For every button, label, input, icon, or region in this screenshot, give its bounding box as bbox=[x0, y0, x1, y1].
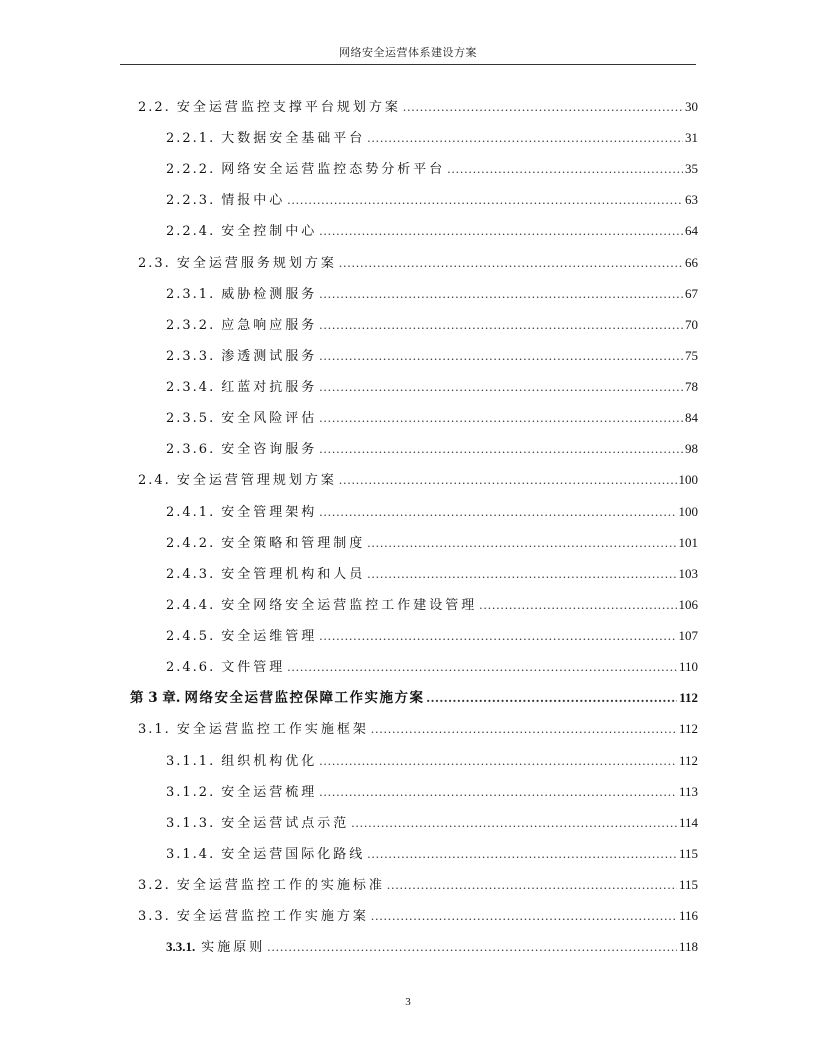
toc-entry[interactable] bbox=[166, 190, 698, 210]
toc-entry[interactable] bbox=[166, 128, 698, 148]
toc-entry-number: 2.4.2. bbox=[166, 536, 216, 551]
toc-entry-number: 2.3.2. bbox=[166, 318, 216, 333]
toc-entry[interactable] bbox=[166, 284, 698, 304]
toc-leader-dots bbox=[351, 813, 677, 833]
toc-entry-page: 70 bbox=[685, 317, 698, 332]
toc-leader-dots bbox=[479, 595, 676, 615]
toc-entry-page: 112 bbox=[678, 721, 698, 736]
toc-leader-dots bbox=[319, 626, 676, 646]
toc-leader-dots bbox=[339, 253, 683, 273]
toc-entry-title: 情报中心 bbox=[221, 193, 286, 208]
toc-entry-title: 安全咨询服务 bbox=[221, 442, 318, 457]
toc-entry-page: 107 bbox=[678, 628, 698, 643]
toc-entry-page: 100 bbox=[678, 472, 698, 487]
toc-entry-title: 安全运营监控工作实施方案 bbox=[176, 909, 369, 924]
toc-leader-dots bbox=[319, 315, 683, 335]
toc-entry-title: 安全管理机构和人员 bbox=[221, 567, 366, 582]
toc-entry-page: 84 bbox=[685, 410, 698, 425]
toc-entry-title: 安全策略和管理制度 bbox=[221, 536, 366, 551]
toc-leader-dots bbox=[371, 906, 677, 926]
page-number: 3 bbox=[405, 996, 411, 1008]
toc-entry-page: 110 bbox=[678, 659, 698, 674]
toc-leader-dots bbox=[287, 190, 683, 210]
toc-entry-page: 115 bbox=[678, 846, 698, 861]
toc-entry-title: 网络安全运营监控态势分析平台 bbox=[221, 162, 446, 177]
toc-leader-dots bbox=[447, 159, 683, 179]
toc-entry-title: 组织机构优化 bbox=[221, 754, 318, 769]
toc-entry-number: 2.4. bbox=[138, 473, 171, 488]
toc-entry[interactable] bbox=[138, 97, 698, 117]
toc-leader-dots bbox=[319, 502, 676, 522]
toc-entry-number: 2.4.1. bbox=[166, 505, 216, 520]
toc-entry-page: 30 bbox=[685, 99, 698, 114]
toc-entry-number: 3.1.2. bbox=[166, 785, 216, 800]
toc-entry-page: 100 bbox=[678, 504, 698, 519]
toc-entry[interactable] bbox=[166, 315, 698, 335]
toc-entry-page: 118 bbox=[678, 939, 698, 954]
toc-entry-page: 112 bbox=[679, 690, 698, 705]
toc-leader-dots bbox=[371, 719, 677, 739]
toc-entry[interactable] bbox=[166, 595, 698, 615]
toc-entry-number: 3.1.1. bbox=[166, 754, 216, 769]
toc-entry-title: 安全运维管理 bbox=[221, 629, 318, 644]
toc-entry-title: 安全风险评估 bbox=[221, 411, 318, 426]
toc-entry-number: 2.3.4. bbox=[166, 380, 216, 395]
toc-entry-page: 66 bbox=[685, 255, 698, 270]
toc-entry-title: 红蓝对抗服务 bbox=[221, 380, 318, 395]
toc-entry[interactable] bbox=[166, 502, 698, 522]
toc-leader-dots bbox=[367, 564, 676, 584]
toc-entry-number: 第 3 章. bbox=[130, 690, 181, 706]
toc-entry-title: 安全运营试点示范 bbox=[221, 816, 350, 831]
toc-entry-number: 2.4.4. bbox=[166, 598, 216, 613]
toc-leader-dots bbox=[319, 782, 677, 802]
toc-leader-dots bbox=[319, 221, 683, 241]
toc-leader-dots bbox=[367, 128, 683, 148]
toc-leader-dots bbox=[403, 97, 683, 117]
toc-entry[interactable] bbox=[166, 937, 698, 957]
toc-leader-dots bbox=[319, 408, 683, 428]
toc-entry-title: 安全控制中心 bbox=[221, 224, 318, 239]
toc-entry-page: 101 bbox=[678, 535, 698, 550]
toc-leader-dots bbox=[339, 470, 677, 490]
toc-entry[interactable] bbox=[166, 844, 698, 864]
toc-entry-number: 2.4.6. bbox=[166, 660, 216, 675]
toc-entry-number: 3.1.4. bbox=[166, 847, 216, 862]
toc-entry-number: 2.3.5. bbox=[166, 411, 216, 426]
toc-entry-title: 实施原则 bbox=[201, 940, 266, 955]
toc-entry-title: 大数据安全基础平台 bbox=[221, 131, 366, 146]
toc-leader-dots bbox=[319, 751, 677, 771]
toc-leader-dots bbox=[319, 439, 683, 459]
toc-entry-title: 安全运营监控工作的实施标准 bbox=[176, 878, 385, 893]
toc-entry-page: 78 bbox=[685, 379, 698, 394]
toc-entry-page: 116 bbox=[678, 908, 698, 923]
toc-entry-number: 2.3.1. bbox=[166, 287, 216, 302]
toc-entry-page: 64 bbox=[685, 223, 698, 238]
toc-entry-number: 2.2.2. bbox=[166, 162, 216, 177]
toc-entry-number: 2.2.4. bbox=[166, 224, 216, 239]
toc-entry[interactable] bbox=[138, 719, 698, 739]
toc-entry[interactable] bbox=[138, 253, 698, 273]
toc-entry-number: 2.2. bbox=[138, 100, 171, 115]
toc-leader-dots bbox=[319, 346, 683, 366]
toc-leader-dots bbox=[387, 875, 677, 895]
toc-entry-title: 文件管理 bbox=[221, 660, 286, 675]
toc-leader-dots bbox=[427, 688, 678, 708]
toc-entry[interactable] bbox=[138, 470, 698, 490]
toc-leader-dots bbox=[287, 657, 677, 677]
toc-entry-number: 2.2.3. bbox=[166, 193, 216, 208]
toc-entry-page: 115 bbox=[678, 877, 698, 892]
toc-entry-number: 2.2.1. bbox=[166, 131, 216, 146]
toc-entry-title: 威胁检测服务 bbox=[221, 287, 318, 302]
toc-entry-number: 2.3.3. bbox=[166, 349, 216, 364]
toc-leader-dots bbox=[319, 284, 683, 304]
toc-entry-page: 103 bbox=[678, 566, 698, 581]
toc-entry[interactable] bbox=[166, 564, 698, 584]
toc-entry-title: 安全运营梳理 bbox=[221, 785, 318, 800]
toc-entry-number: 3.1.3. bbox=[166, 816, 216, 831]
toc-entry-title: 渗透测试服务 bbox=[221, 349, 318, 364]
toc-entry-number: 2.3. bbox=[138, 256, 171, 271]
toc-entry[interactable] bbox=[166, 221, 698, 241]
toc-entry-page: 67 bbox=[685, 286, 698, 301]
toc-entry-title: 安全运营服务规划方案 bbox=[176, 256, 337, 271]
toc-entry-number: 2.3.6. bbox=[166, 442, 216, 457]
toc-entry-title: 安全运营监控支撑平台规划方案 bbox=[176, 100, 401, 115]
toc-entry-title: 安全运营管理规划方案 bbox=[176, 473, 337, 488]
toc-entry[interactable] bbox=[166, 782, 698, 802]
toc-entry[interactable] bbox=[166, 657, 698, 677]
toc-entry-page: 31 bbox=[685, 130, 698, 145]
toc-entry-title: 安全运营国际化路线 bbox=[221, 847, 366, 862]
toc-entry-title: 安全网络安全运营监控工作建设管理 bbox=[221, 598, 478, 613]
toc-entry-page: 63 bbox=[685, 192, 698, 207]
toc-entry[interactable] bbox=[166, 751, 698, 771]
toc-entry[interactable] bbox=[166, 626, 698, 646]
toc-entry-number: 2.4.3. bbox=[166, 567, 216, 582]
toc-entry-number: 3.3.1. bbox=[166, 939, 196, 954]
toc-entry-title: 网络安全运营监控保障工作实施方案 bbox=[184, 690, 425, 706]
toc-leader-dots bbox=[267, 937, 677, 957]
toc-entry-title: 安全管理架构 bbox=[221, 505, 318, 520]
toc-entry[interactable] bbox=[166, 159, 698, 179]
toc-entry-number: 2.4.5. bbox=[166, 629, 216, 644]
toc-entry-page: 98 bbox=[685, 441, 698, 456]
toc-entry[interactable] bbox=[166, 813, 698, 833]
toc-entry-number: 3.1. bbox=[138, 722, 171, 737]
toc-entry[interactable] bbox=[166, 533, 698, 553]
toc-leader-dots bbox=[367, 844, 677, 864]
toc-entry-page: 35 bbox=[685, 161, 698, 176]
toc-entry-title: 安全运营监控工作实施框架 bbox=[176, 722, 369, 737]
header-divider bbox=[120, 64, 696, 65]
toc-entry-number: 3.2. bbox=[138, 878, 171, 893]
toc-entry-page: 113 bbox=[678, 784, 698, 799]
toc-entry[interactable] bbox=[138, 875, 698, 895]
toc-entry-page: 112 bbox=[678, 753, 698, 768]
toc-leader-dots bbox=[319, 377, 683, 397]
toc-leader-dots bbox=[367, 533, 676, 553]
toc-entry-page: 106 bbox=[678, 597, 698, 612]
toc-entry[interactable] bbox=[138, 906, 698, 926]
toc-entry[interactable] bbox=[166, 439, 698, 459]
toc-entry[interactable] bbox=[166, 377, 698, 397]
toc-entry-page: 75 bbox=[685, 348, 698, 363]
running-header: 网络安全运营体系建设方案 bbox=[339, 46, 477, 59]
toc-entry-number: 3.3. bbox=[138, 909, 171, 924]
toc-entry[interactable] bbox=[166, 408, 698, 428]
toc-chapter-entry[interactable] bbox=[130, 688, 698, 708]
toc-entry-page: 114 bbox=[678, 815, 698, 830]
toc-entry-title: 应急响应服务 bbox=[221, 318, 318, 333]
toc-entry[interactable] bbox=[166, 346, 698, 366]
